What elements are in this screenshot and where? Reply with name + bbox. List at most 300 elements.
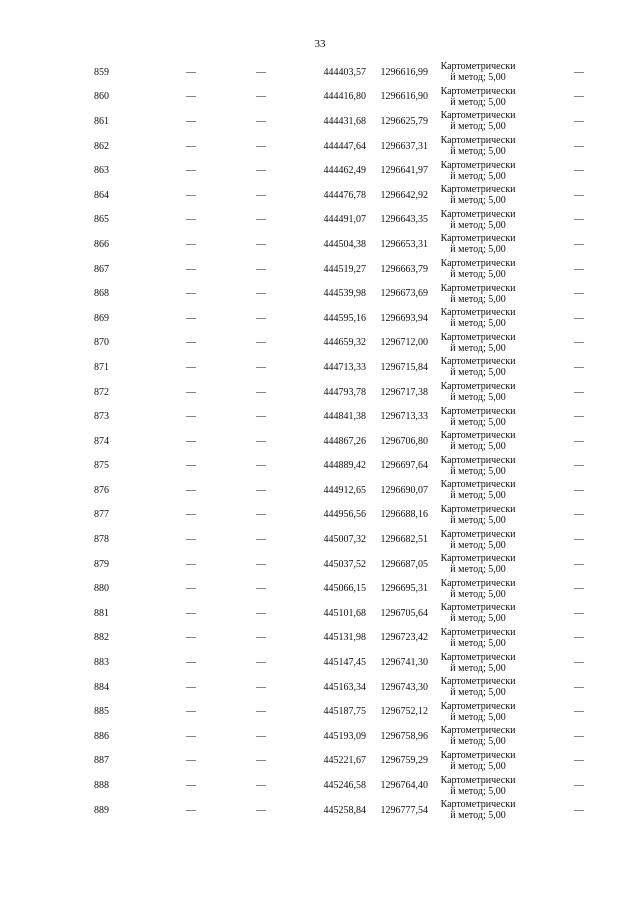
coordinate-y: 1296777,54 [380,804,428,816]
method-line-1: Картометрически [440,258,516,270]
coordinate-y: 1296715,84 [380,361,428,373]
method-line-2: й метод; 5,00 [450,219,506,231]
coordinate-x: 444431,68 [323,115,366,127]
method-line-2: й метод; 5,00 [450,392,506,404]
empty-coordinate-dash: — [256,755,266,767]
table-row [94,60,584,85]
method-and-accuracy [428,724,528,749]
table-row [94,527,584,552]
empty-description-dash: — [574,435,584,447]
empty-coordinate-dash: — [256,780,266,792]
method-and-accuracy [428,429,528,454]
point-number: 887 [94,755,109,767]
empty-coordinate-dash: — [186,189,196,201]
method-and-accuracy [428,773,528,798]
table-row [94,699,584,724]
point-number: 883 [94,657,109,669]
empty-description-dash: — [574,312,584,324]
empty-description-dash: — [574,534,584,546]
point-number: 864 [94,189,109,201]
method-line-1: Картометрически [440,85,516,97]
coordinate-x: 445066,15 [323,583,366,595]
method-line-1: Картометрически [440,430,516,442]
table-row [94,158,584,183]
method-line-2: й метод; 5,00 [450,465,506,477]
point-number: 878 [94,534,109,546]
empty-coordinate-dash: — [256,411,266,423]
table-row [94,183,584,208]
empty-coordinate-dash: — [186,238,196,250]
method-and-accuracy [428,331,528,356]
method-line-2: й метод; 5,00 [450,96,506,108]
empty-coordinate-dash: — [186,91,196,103]
point-number: 860 [94,91,109,103]
method-line-1: Картометрически [440,528,516,540]
coordinate-x: 444519,27 [323,263,366,275]
empty-coordinate-dash: — [186,706,196,718]
empty-coordinate-dash: — [256,91,266,103]
coordinate-y: 1296759,29 [380,755,428,767]
method-line-1: Картометрически [440,184,516,196]
empty-description-dash: — [574,386,584,398]
point-number: 888 [94,780,109,792]
point-number: 871 [94,361,109,373]
coordinate-x: 444713,33 [323,361,366,373]
coordinate-x: 444491,07 [323,214,366,226]
empty-description-dash: — [574,214,584,226]
empty-coordinate-dash: — [186,780,196,792]
coordinate-y: 1296637,31 [380,140,428,152]
coordinate-y: 1296643,35 [380,214,428,226]
coordinate-y: 1296673,69 [380,288,428,300]
coordinate-y: 1296706,80 [380,435,428,447]
method-line-2: й метод; 5,00 [450,785,506,797]
empty-coordinate-dash: — [256,558,266,570]
method-line-1: Картометрически [440,282,516,294]
coordinate-y: 1296758,96 [380,730,428,742]
point-number: 882 [94,632,109,644]
empty-description-dash: — [574,165,584,177]
method-line-1: Картометрически [440,233,516,245]
coordinate-x: 444476,78 [323,189,366,201]
method-line-1: Картометрически [440,381,516,393]
point-number: 884 [94,681,109,693]
method-line-2: й метод; 5,00 [450,490,506,502]
empty-coordinate-dash: — [186,66,196,78]
coordinate-y: 1296682,51 [380,534,428,546]
empty-coordinate-dash: — [256,312,266,324]
empty-coordinate-dash: — [186,607,196,619]
table-row [94,576,584,601]
point-number: 874 [94,435,109,447]
point-number: 866 [94,238,109,250]
empty-description-dash: — [574,730,584,742]
method-and-accuracy [428,60,528,85]
empty-description-dash: — [574,558,584,570]
coordinate-y: 1296641,97 [380,165,428,177]
table-row [94,109,584,134]
method-line-2: й метод; 5,00 [450,760,506,772]
table-row [94,552,584,577]
empty-coordinate-dash: — [186,509,196,521]
empty-description-dash: — [574,804,584,816]
empty-coordinate-dash: — [256,657,266,669]
method-and-accuracy [428,576,528,601]
empty-coordinate-dash: — [256,263,266,275]
coordinate-x: 445101,68 [323,607,366,619]
point-number: 873 [94,411,109,423]
table-row [94,675,584,700]
method-and-accuracy [428,380,528,405]
method-line-1: Картометрически [440,651,516,663]
empty-coordinate-dash: — [186,337,196,349]
point-number: 880 [94,583,109,595]
coordinate-x: 444867,26 [323,435,366,447]
method-line-1: Картометрически [440,454,516,466]
point-number: 879 [94,558,109,570]
method-line-1: Картометрически [440,307,516,319]
method-line-1: Картометрически [440,553,516,565]
method-and-accuracy [428,749,528,774]
coordinate-y: 1296663,79 [380,263,428,275]
method-and-accuracy [428,626,528,651]
empty-coordinate-dash: — [186,632,196,644]
empty-coordinate-dash: — [256,534,266,546]
method-line-2: й метод; 5,00 [450,170,506,182]
method-line-1: Картометрически [440,61,516,73]
empty-coordinate-dash: — [256,681,266,693]
empty-description-dash: — [574,91,584,103]
coordinate-x: 444659,32 [323,337,366,349]
empty-coordinate-dash: — [256,730,266,742]
table-row [94,503,584,528]
coordinate-x: 444889,42 [323,460,366,472]
coordinate-x: 445131,98 [323,632,366,644]
method-line-1: Картометрически [440,700,516,712]
method-and-accuracy [428,675,528,700]
empty-coordinate-dash: — [256,66,266,78]
point-number: 865 [94,214,109,226]
table-row [94,85,584,110]
method-line-1: Картометрически [440,405,516,417]
empty-description-dash: — [574,66,584,78]
coordinate-x: 445258,84 [323,804,366,816]
method-line-2: й метод; 5,00 [450,367,506,379]
method-and-accuracy [428,552,528,577]
point-number: 870 [94,337,109,349]
coordinate-y: 1296752,12 [380,706,428,718]
coordinate-y: 1296697,64 [380,460,428,472]
empty-coordinate-dash: — [256,607,266,619]
table-row [94,281,584,306]
point-number: 872 [94,386,109,398]
empty-description-dash: — [574,115,584,127]
point-number: 876 [94,484,109,496]
empty-description-dash: — [574,607,584,619]
empty-coordinate-dash: — [256,435,266,447]
table-row [94,208,584,233]
method-line-2: й метод; 5,00 [450,269,506,281]
method-line-1: Картометрически [440,749,516,761]
empty-coordinate-dash: — [186,657,196,669]
empty-coordinate-dash: — [186,583,196,595]
coordinate-y: 1296741,30 [380,657,428,669]
empty-description-dash: — [574,288,584,300]
empty-coordinate-dash: — [256,165,266,177]
method-and-accuracy [428,503,528,528]
coordinate-y: 1296695,31 [380,583,428,595]
coordinate-y: 1296616,99 [380,66,428,78]
method-line-1: Картометрически [440,676,516,688]
method-line-1: Картометрически [440,626,516,638]
empty-coordinate-dash: — [186,755,196,767]
coordinate-y: 1296693,94 [380,312,428,324]
empty-coordinate-dash: — [256,804,266,816]
method-and-accuracy [428,601,528,626]
method-and-accuracy [428,134,528,159]
method-line-2: й метод; 5,00 [450,318,506,330]
method-line-2: й метод; 5,00 [450,637,506,649]
table-row [94,257,584,282]
method-line-2: й метод; 5,00 [450,342,506,354]
method-line-2: й метод; 5,00 [450,293,506,305]
empty-coordinate-dash: — [256,386,266,398]
empty-coordinate-dash: — [186,730,196,742]
method-line-1: Картометрически [440,331,516,343]
method-and-accuracy [428,699,528,724]
coordinate-y: 1296625,79 [380,115,428,127]
method-and-accuracy [428,208,528,233]
point-number: 889 [94,804,109,816]
coordinate-y: 1296653,31 [380,238,428,250]
empty-coordinate-dash: — [186,534,196,546]
empty-coordinate-dash: — [186,288,196,300]
method-and-accuracy [428,650,528,675]
empty-coordinate-dash: — [186,140,196,152]
empty-coordinate-dash: — [256,238,266,250]
method-line-2: й метод; 5,00 [450,244,506,256]
empty-description-dash: — [574,780,584,792]
empty-description-dash: — [574,411,584,423]
coordinate-y: 1296687,05 [380,558,428,570]
coordinate-y: 1296743,30 [380,681,428,693]
coordinate-x: 445163,34 [323,681,366,693]
empty-coordinate-dash: — [256,140,266,152]
coordinate-x: 445037,52 [323,558,366,570]
empty-description-dash: — [574,657,584,669]
method-line-2: й метод; 5,00 [450,195,506,207]
coordinates-table [94,60,584,822]
method-line-2: й метод; 5,00 [450,121,506,133]
table-row [94,404,584,429]
empty-coordinate-dash: — [186,411,196,423]
coordinate-y: 1296713,33 [380,411,428,423]
empty-description-dash: — [574,632,584,644]
method-and-accuracy [428,478,528,503]
empty-description-dash: — [574,140,584,152]
empty-description-dash: — [574,460,584,472]
table-row [94,306,584,331]
coordinate-x: 444956,56 [323,509,366,521]
coordinate-x: 445187,75 [323,706,366,718]
coordinate-y: 1296690,07 [380,484,428,496]
coordinate-x: 445007,32 [323,534,366,546]
method-and-accuracy [428,158,528,183]
coordinate-x: 445221,67 [323,755,366,767]
empty-description-dash: — [574,189,584,201]
empty-coordinate-dash: — [186,435,196,447]
empty-coordinate-dash: — [186,484,196,496]
method-and-accuracy [428,85,528,110]
method-line-2: й метод; 5,00 [450,146,506,158]
coordinate-x: 445193,09 [323,730,366,742]
coordinate-x: 444912,65 [323,484,366,496]
table-row [94,626,584,651]
empty-description-dash: — [574,361,584,373]
empty-coordinate-dash: — [256,509,266,521]
method-line-1: Картометрически [440,503,516,515]
method-and-accuracy [428,355,528,380]
empty-coordinate-dash: — [256,460,266,472]
point-number: 877 [94,509,109,521]
method-line-1: Картометрически [440,602,516,614]
method-line-2: й метод; 5,00 [450,588,506,600]
method-line-2: й метод; 5,00 [450,441,506,453]
method-line-2: й метод; 5,00 [450,613,506,625]
method-and-accuracy [428,281,528,306]
coordinate-x: 444539,98 [323,288,366,300]
empty-coordinate-dash: — [256,632,266,644]
method-and-accuracy [428,232,528,257]
point-number: 885 [94,706,109,718]
coordinate-x: 444447,64 [323,140,366,152]
method-line-2: й метод; 5,00 [450,711,506,723]
empty-description-dash: — [574,337,584,349]
empty-coordinate-dash: — [256,189,266,201]
coordinate-y: 1296712,00 [380,337,428,349]
table-row [94,134,584,159]
coordinate-y: 1296764,40 [380,780,428,792]
empty-coordinate-dash: — [186,312,196,324]
method-line-1: Картометрически [440,799,516,811]
point-number: 869 [94,312,109,324]
empty-coordinate-dash: — [256,337,266,349]
coordinate-x: 444462,49 [323,165,366,177]
method-line-1: Картометрически [440,208,516,220]
empty-coordinate-dash: — [186,386,196,398]
method-line-1: Картометрически [440,725,516,737]
empty-coordinate-dash: — [256,583,266,595]
coordinate-y: 1296616,90 [380,91,428,103]
empty-description-dash: — [574,238,584,250]
table-row [94,601,584,626]
empty-coordinate-dash: — [256,484,266,496]
method-line-1: Картометрически [440,159,516,171]
method-line-2: й метод; 5,00 [450,539,506,551]
coordinate-y: 1296705,64 [380,607,428,619]
empty-coordinate-dash: — [186,361,196,373]
method-and-accuracy [428,798,528,823]
empty-description-dash: — [574,583,584,595]
coordinate-x: 444841,38 [323,411,366,423]
method-line-2: й метод; 5,00 [450,416,506,428]
empty-coordinate-dash: — [186,681,196,693]
empty-description-dash: — [574,706,584,718]
method-line-1: Картометрически [440,577,516,589]
empty-coordinate-dash: — [256,361,266,373]
coordinate-x: 444403,57 [323,66,366,78]
point-number: 859 [94,66,109,78]
empty-coordinate-dash: — [256,288,266,300]
method-line-2: й метод; 5,00 [450,687,506,699]
method-and-accuracy [428,404,528,429]
point-number: 867 [94,263,109,275]
point-number: 868 [94,288,109,300]
empty-coordinate-dash: — [186,558,196,570]
point-number: 875 [94,460,109,472]
coordinate-y: 1296717,38 [380,386,428,398]
coordinate-x: 444416,80 [323,91,366,103]
method-line-2: й метод; 5,00 [450,810,506,822]
empty-coordinate-dash: — [186,804,196,816]
table-row [94,478,584,503]
method-line-1: Картометрически [440,110,516,122]
point-number: 886 [94,730,109,742]
coordinate-y: 1296642,92 [380,189,428,201]
coordinate-x: 445147,45 [323,657,366,669]
empty-description-dash: — [574,755,584,767]
coordinate-x: 444504,38 [323,238,366,250]
table-row [94,773,584,798]
point-number: 863 [94,165,109,177]
table-row [94,724,584,749]
method-and-accuracy [428,183,528,208]
coordinate-y: 1296723,42 [380,632,428,644]
empty-coordinate-dash: — [186,460,196,472]
method-line-1: Картометрически [440,135,516,147]
coordinate-x: 444793,78 [323,386,366,398]
empty-description-dash: — [574,509,584,521]
method-line-2: й метод; 5,00 [450,736,506,748]
method-line-2: й метод; 5,00 [450,72,506,84]
empty-coordinate-dash: — [186,115,196,127]
table-row [94,650,584,675]
coordinate-y: 1296688,16 [380,509,428,521]
method-line-2: й метод; 5,00 [450,662,506,674]
coordinate-x: 445246,58 [323,780,366,792]
empty-coordinate-dash: — [186,165,196,177]
method-line-2: й метод; 5,00 [450,514,506,526]
method-and-accuracy [428,454,528,479]
method-line-1: Картометрически [440,479,516,491]
table-row [94,380,584,405]
empty-description-dash: — [574,484,584,496]
empty-coordinate-dash: — [256,115,266,127]
empty-coordinate-dash: — [256,706,266,718]
method-and-accuracy [428,527,528,552]
empty-description-dash: — [574,681,584,693]
table-row [94,331,584,356]
table-row [94,232,584,257]
point-number: 861 [94,115,109,127]
empty-coordinate-dash: — [186,214,196,226]
table-row [94,749,584,774]
empty-description-dash: — [574,263,584,275]
point-number: 862 [94,140,109,152]
method-and-accuracy [428,109,528,134]
page-number: 33 [314,38,326,50]
empty-coordinate-dash: — [186,263,196,275]
